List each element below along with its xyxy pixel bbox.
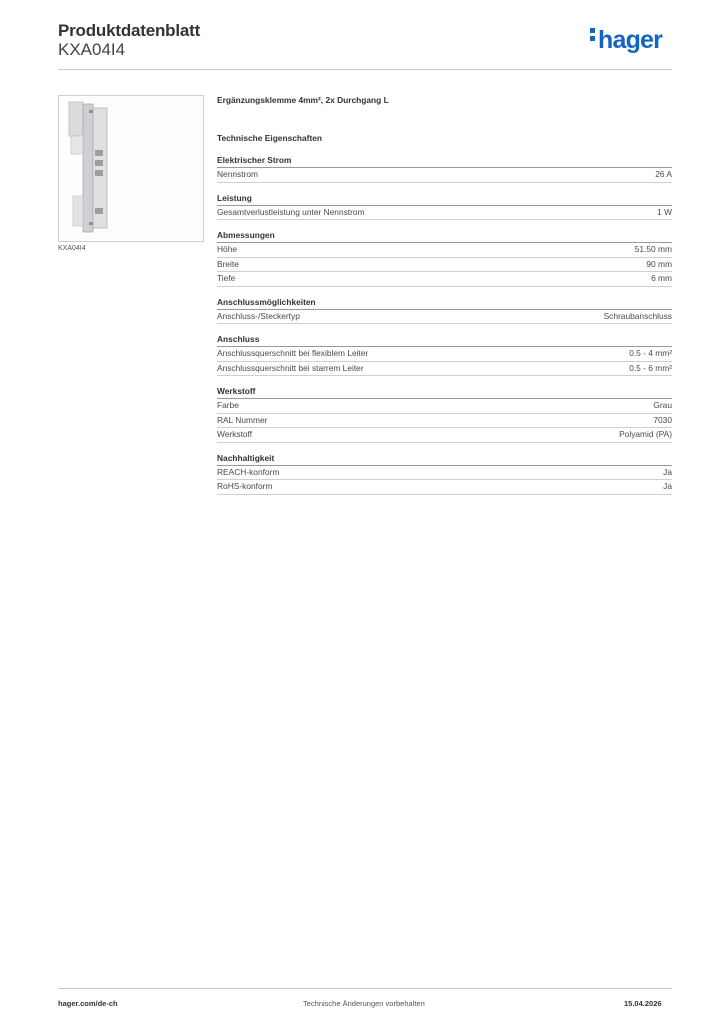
logo-text: hager — [598, 26, 663, 54]
row-label: REACH-konform — [217, 466, 280, 477]
group-title: Anschluss — [217, 334, 672, 347]
group-title: Leistung — [217, 193, 672, 206]
spec-row — [217, 168, 672, 183]
logo-dots-icon — [590, 28, 596, 44]
spec-group — [217, 334, 672, 376]
spec-group — [217, 230, 672, 287]
spec-group — [217, 193, 672, 221]
product-code: KXA04I4 — [58, 40, 126, 59]
row-value: 6 mm — [651, 273, 672, 283]
row-value: 1 W — [657, 206, 672, 217]
hager-logo — [590, 28, 662, 53]
row-label: Breite — [217, 258, 239, 269]
row-label: Werkstoff — [217, 429, 253, 439]
group-title: Abmessungen — [217, 230, 672, 243]
row-label: Anschluss-/Steckertyp — [217, 310, 300, 321]
image-caption: KXA04I4 — [58, 245, 86, 252]
row-label: Höhe — [217, 244, 238, 254]
spec-row — [217, 258, 672, 273]
spec-row — [217, 310, 672, 325]
row-label: Gesamtverlustleistung unter Nennstrom — [217, 206, 365, 217]
footer-website-link[interactable]: hager.com/de-ch — [58, 999, 118, 1008]
row-value: 0.5 - 4 mm² — [629, 348, 672, 358]
footer-date: 15.04.2026 — [624, 999, 662, 1008]
product-image — [58, 95, 204, 242]
row-value: 90 mm — [646, 258, 672, 269]
page-title: Produktdatenblatt — [58, 21, 201, 40]
terminal-block-image — [59, 96, 203, 241]
group-title: Werkstoff — [217, 386, 672, 399]
row-value: Schraubanschluss — [603, 310, 672, 321]
spec-row — [217, 347, 672, 362]
row-value: Ja — [663, 466, 672, 477]
row-value: Grau — [653, 400, 672, 410]
group-title: Elektrischer Strom — [217, 155, 672, 168]
group-title: Nachhaltigkeit — [217, 453, 672, 466]
footer-notice: Technische Änderungen vorbehalten — [303, 999, 425, 1008]
spec-row — [217, 480, 672, 495]
row-value: Polyamid (PA) — [619, 429, 672, 439]
spec-row — [217, 243, 672, 258]
spec-row — [217, 362, 672, 377]
product-name: Ergänzungsklemme 4mm², 2x Durchgang L — [217, 95, 389, 105]
row-label: Anschlussquerschnitt bei starrem Leiter — [217, 362, 364, 373]
row-value: 7030 — [653, 414, 672, 425]
spec-row — [217, 206, 672, 221]
row-label: RoHS-konform — [217, 481, 273, 491]
row-value: Ja — [663, 481, 672, 491]
header-divider — [58, 69, 672, 70]
row-label: Nennstrom — [217, 169, 258, 179]
footer-divider — [58, 988, 672, 989]
row-label: Tiefe — [217, 273, 236, 283]
row-value: 0.5 - 6 mm² — [629, 362, 672, 373]
spec-group — [217, 386, 672, 443]
section-title: Technische Eigenschaften — [217, 133, 323, 143]
spec-row — [217, 272, 672, 287]
row-value: 51.50 mm — [634, 244, 672, 254]
spec-row — [217, 466, 672, 481]
spec-group — [217, 155, 672, 183]
spec-row — [217, 414, 672, 429]
group-title: Anschlussmöglichkeiten — [217, 297, 672, 310]
spec-group — [217, 453, 672, 495]
row-label: Farbe — [217, 400, 239, 410]
spec-content — [217, 95, 672, 495]
spec-group — [217, 297, 672, 325]
row-label: Anschlussquerschnitt bei flexiblem Leiter — [217, 348, 369, 358]
spec-row — [217, 428, 672, 443]
row-value: 26 A — [655, 169, 672, 179]
row-label: RAL Nummer — [217, 414, 268, 425]
spec-row — [217, 399, 672, 414]
